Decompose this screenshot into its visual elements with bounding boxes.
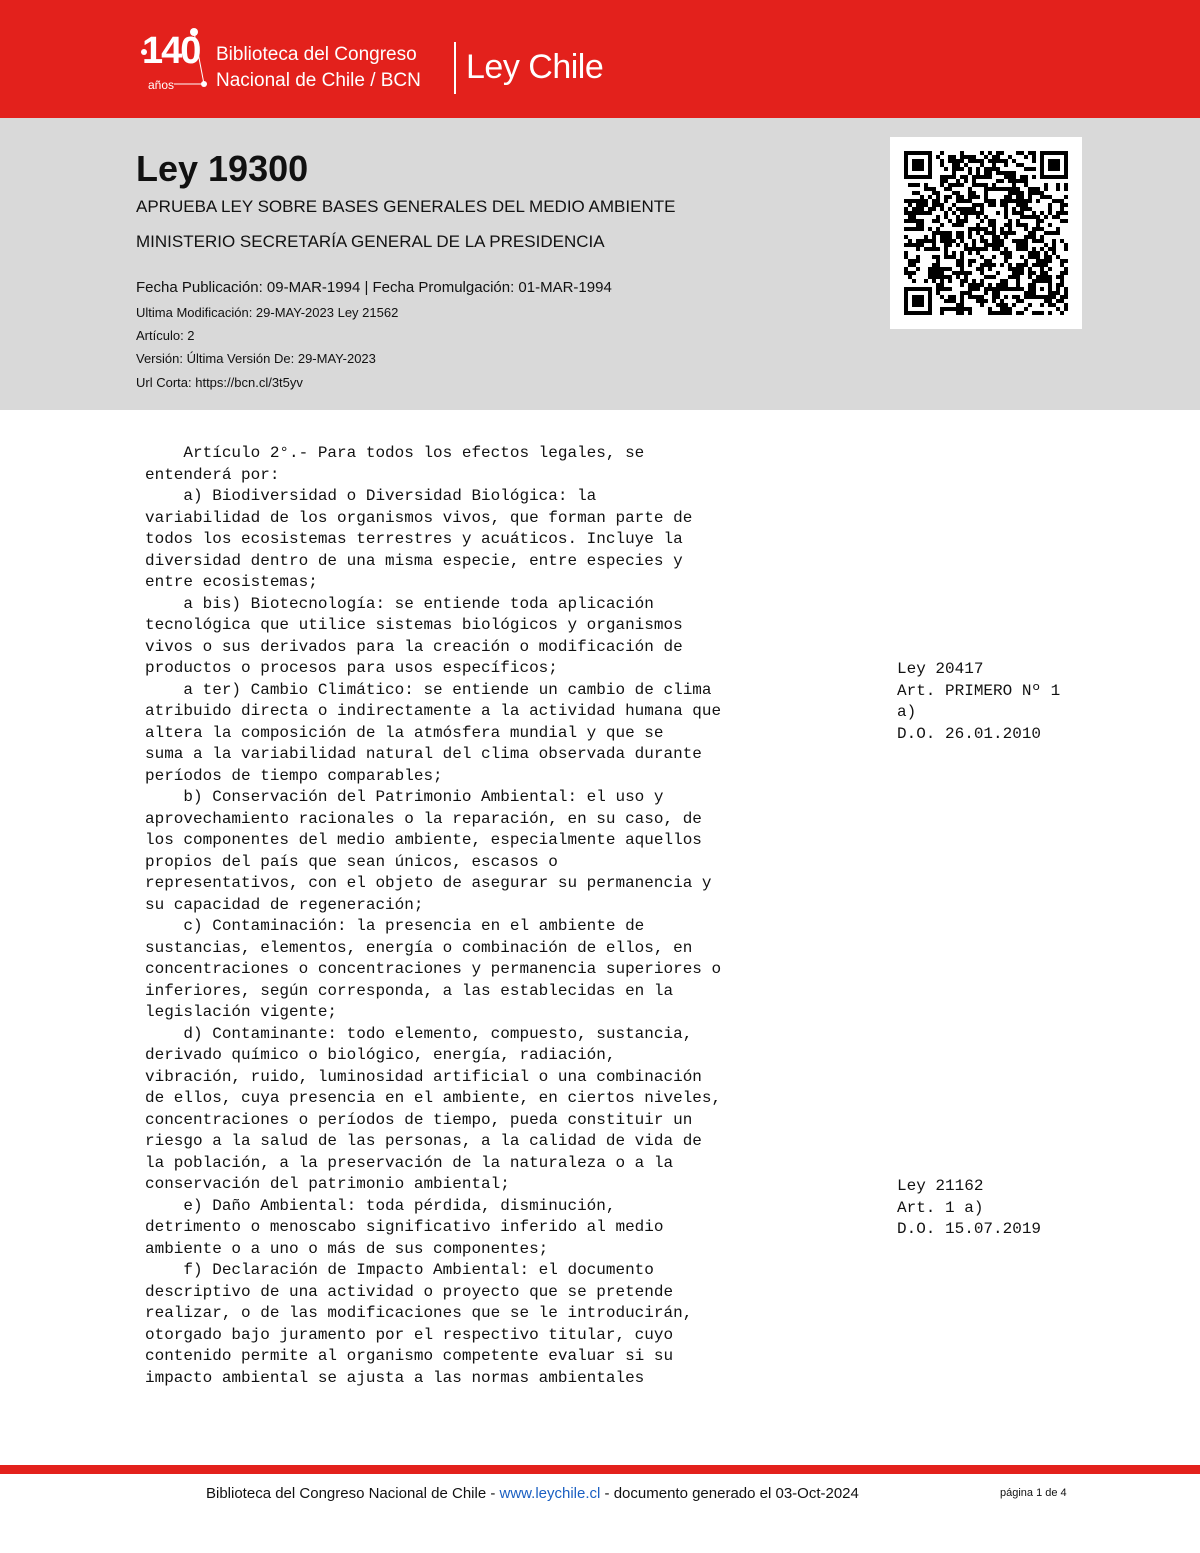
logo-line-1: Biblioteca del Congreso bbox=[216, 44, 417, 65]
article-line: su capacidad de regeneración; bbox=[145, 895, 424, 914]
article-line: f) Declaración de Impacto Ambiental: el documento bbox=[145, 1261, 654, 1279]
article-line: todos los ecosistemas terrestres y acuáticos. Incluye la bbox=[145, 530, 683, 548]
footer-bar bbox=[0, 1465, 1200, 1474]
article-line: aprovechamiento racionales o la reparación, en su caso, de bbox=[145, 809, 702, 828]
footer-text-before: Biblioteca del Congreso Nacional de Chile - bbox=[206, 1485, 500, 1502]
article-line: ambiente o a uno o más de sus componentes; bbox=[145, 1239, 549, 1258]
logo-divider bbox=[454, 42, 456, 94]
article-line: concentraciones o concentraciones y permanencia superiores o bbox=[145, 960, 722, 978]
margin-note-line: a) bbox=[897, 703, 917, 721]
article-line: atribuido directa o indirectamente a la actividad humana que bbox=[145, 702, 722, 720]
margin-note-line: Art. PRIMERO Nº 1 bbox=[897, 681, 1061, 700]
margin-note-line: Ley 20417 bbox=[897, 660, 984, 678]
article-line: suma a la variabilidad natural del clima observada durante bbox=[145, 745, 702, 763]
article-line: impacto ambiental se ajusta a las normas ambientales bbox=[145, 1368, 645, 1387]
law-ministry: MINISTERIO SECRETARÍA GENERAL DE LA PRESIDENCIA bbox=[136, 232, 605, 251]
article-line: descriptivo de una actividad o proyecto que se pretende bbox=[145, 1282, 674, 1301]
article-line: representativos, con el objeto de asegurar su permanencia y bbox=[145, 874, 712, 892]
law-version: Versión: Última Versión De: 29-MAY-2023 bbox=[136, 351, 376, 366]
page-number: página 1 de 4 bbox=[1000, 1487, 1067, 1499]
anniversary-number: 140 bbox=[142, 30, 200, 72]
article-line: c) Contaminación: la presencia en el ambiente de bbox=[145, 917, 645, 935]
article-line: variabilidad de los organismos vivos, que forman parte de bbox=[145, 508, 693, 527]
law-dates: Fecha Publicación: 09-MAR-1994 | Fecha Promulgación: 01-MAR-1994 bbox=[136, 279, 612, 296]
article-line: b) Conservación del Patrimonio Ambiental: el uso y bbox=[145, 788, 664, 806]
article-line: legislación vigente; bbox=[145, 1003, 338, 1021]
article-line: los componentes del medio ambiente, especialmente aquellos bbox=[145, 831, 702, 849]
article-line: realizar, o de las modificaciones que se le introducirán, bbox=[145, 1304, 693, 1322]
article-line: inferiores, según corresponda, a las establecidas en la bbox=[145, 981, 674, 1000]
article-line: períodos de tiempo comparables; bbox=[145, 766, 443, 785]
article-line: contenido permite al organismo competente evaluar si su bbox=[145, 1347, 674, 1365]
article-line: otorgado bajo juramento por el respectivo titular, cuyo bbox=[145, 1325, 674, 1344]
article-line: riesgo a la salud de las personas, a la calidad de vida de bbox=[145, 1132, 702, 1150]
article-line: sustancias, elementos, energía o combinación de ellos, en bbox=[145, 938, 693, 957]
qr-code-icon[interactable] bbox=[890, 137, 1082, 329]
logo-line-2: Nacional de Chile / BCN bbox=[216, 70, 421, 91]
article-line: diversidad dentro de una misma especie, entre especies y bbox=[145, 551, 683, 570]
article-line: vivos o sus derivados para la creación o modificación de bbox=[145, 637, 683, 656]
article-line: entenderá por: bbox=[145, 465, 280, 484]
footer-text bbox=[206, 1485, 859, 1502]
law-short-url[interactable]: Url Corta: https://bcn.cl/3t5yv bbox=[136, 375, 303, 390]
article-line: la población, a la preservación de la naturaleza o a la bbox=[145, 1153, 674, 1172]
bcn-logo[interactable] bbox=[138, 22, 604, 98]
article-line: propios del país que sean únicos, escasos o bbox=[145, 852, 558, 871]
ley-chile-wordmark: Ley Chile bbox=[466, 48, 604, 86]
top-banner bbox=[0, 0, 1200, 118]
article-line: tecnológica que utilice sistemas biológicos y organismos bbox=[145, 616, 683, 634]
footer-link[interactable]: www.leychile.cl bbox=[499, 1485, 601, 1502]
margin-note bbox=[897, 1176, 1041, 1241]
article-line: productos o procesos para usos específicos; bbox=[145, 659, 558, 677]
margin-note-line: Art. 1 a) bbox=[897, 1198, 984, 1217]
article-line: a ter) Cambio Climático: se entiende un cambio de clima bbox=[145, 680, 712, 699]
article-line: detrimento o menoscabo significativo inferido al medio bbox=[145, 1218, 664, 1236]
article-line: Artículo 2°.- Para todos los efectos legales, se bbox=[145, 444, 645, 462]
article-line: d) Contaminante: todo elemento, compuesto, sustancia, bbox=[145, 1024, 693, 1043]
anniversary-badge bbox=[138, 22, 200, 98]
article-line: derivado químico o biológico, energía, radiación, bbox=[145, 1046, 616, 1064]
margin-note-line: D.O. 26.01.2010 bbox=[897, 724, 1042, 743]
article-line: a) Biodiversidad o Diversidad Biológica: la bbox=[145, 487, 597, 505]
anniversary-years: años bbox=[148, 78, 175, 92]
article-line: de ellos, cuya presencia en el ambiente, en ciertos niveles, bbox=[145, 1089, 722, 1107]
footer-text-after: - documento generado el 03-Oct-2024 bbox=[600, 1485, 859, 1502]
law-article: Artículo: 2 bbox=[136, 328, 195, 343]
article-text bbox=[145, 443, 875, 1389]
margin-note-line: Ley 21162 bbox=[897, 1177, 984, 1195]
article-line: a bis) Biotecnología: se entiende toda aplicación bbox=[145, 594, 654, 613]
law-subtitle: APRUEBA LEY SOBRE BASES GENERALES DEL MEDIO AMBIENTE bbox=[136, 197, 676, 216]
article-line: concentraciones o períodos de tiempo, pueda constituir un bbox=[145, 1110, 693, 1129]
article-line: vibración, ruido, luminosidad artificial o una combinación bbox=[145, 1067, 702, 1086]
article-line: conservación del patrimonio ambiental; bbox=[145, 1175, 510, 1193]
article-line: entre ecosistemas; bbox=[145, 573, 318, 591]
law-last-modification: Ultima Modificación: 29-MAY-2023 Ley 21562 bbox=[136, 305, 399, 320]
margin-note-line: D.O. 15.07.2019 bbox=[897, 1220, 1042, 1238]
article-line: altera la composición de la atmósfera mundial y que se bbox=[145, 723, 664, 742]
margin-note bbox=[897, 659, 1060, 745]
law-title: Ley 19300 bbox=[136, 148, 309, 189]
article-line: e) Daño Ambiental: toda pérdida, disminución, bbox=[145, 1196, 616, 1215]
